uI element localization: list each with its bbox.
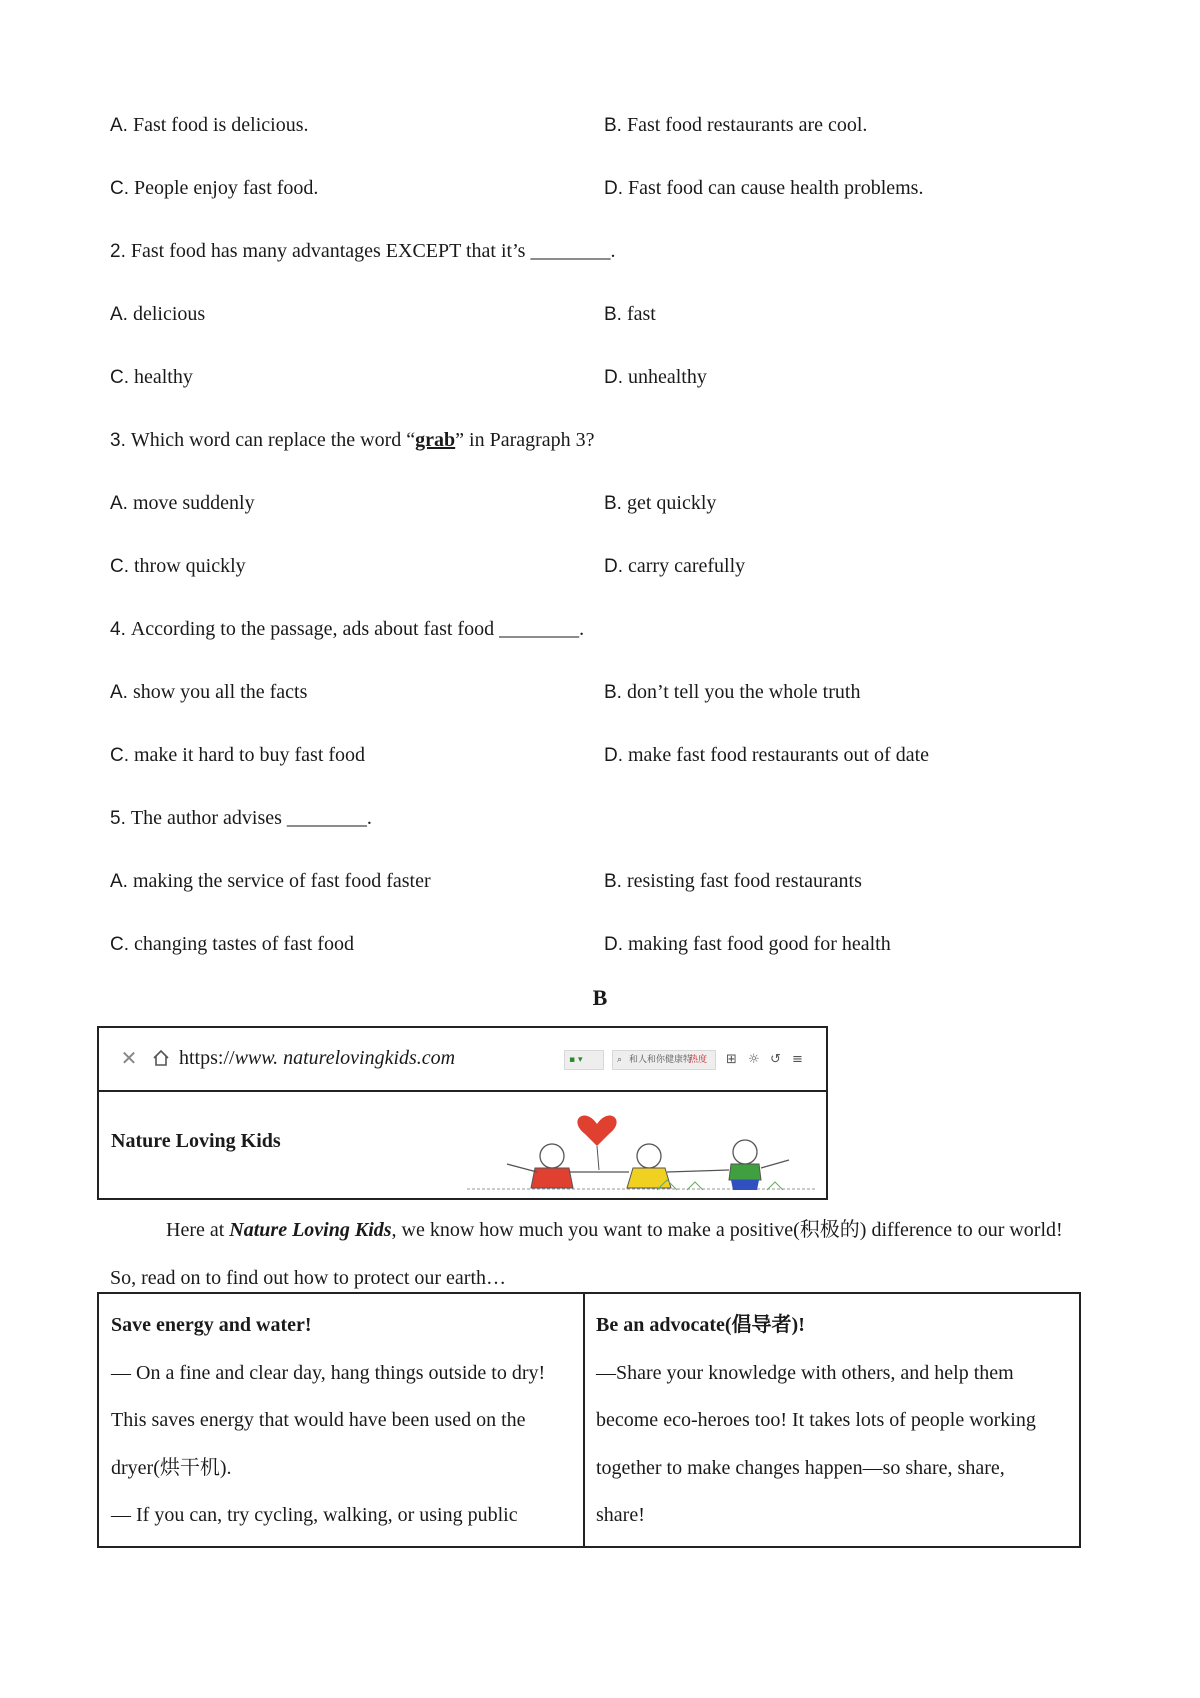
- q3-stem: 3. Which word can replace the word “grab” in Paragraph 3?: [110, 429, 595, 451]
- q3-option-c[interactable]: C. throw quickly: [110, 555, 246, 577]
- undo-icon[interactable]: ↺: [770, 1052, 781, 1067]
- brand-name: Nature Loving Kids: [229, 1219, 392, 1241]
- cell-heading: Be an advocate(倡导者)!: [596, 1314, 805, 1336]
- q3-option-a[interactable]: A. move suddenly: [110, 492, 255, 514]
- highlighted-word: grab: [415, 429, 456, 451]
- q3-option-b[interactable]: B. get quickly: [604, 492, 717, 514]
- q2-options-row-1: [110, 294, 1110, 334]
- q4-option-a[interactable]: A. show you all the facts: [110, 681, 308, 703]
- q4-option-c[interactable]: C. make it hard to buy fast food: [110, 744, 366, 766]
- section-heading: B: [592, 985, 608, 1010]
- q4-options-row-1: [110, 672, 1110, 712]
- q4-stem: 4. According to the passage, ads about fast food ________.: [110, 618, 585, 640]
- settings-icon[interactable]: ☼: [748, 1052, 760, 1067]
- home-icon: [151, 1048, 171, 1068]
- site-title: Nature Loving Kids: [111, 1130, 281, 1152]
- browser-content: [99, 1092, 826, 1200]
- q2-option-a[interactable]: A. delicious: [110, 303, 206, 325]
- url-text: https://www. naturelovingkids.com: [179, 1047, 456, 1069]
- kids-holding-hands-illustration: [467, 1098, 827, 1196]
- tips-cell-advocate: Be an advocate(倡导者)! —Share your knowledge with others, and help them become eco-heroes too! It takes lots of people working together to make changes happen—so share, share, share!: [596, 1302, 1076, 1540]
- tips-cell-save-energy: Save energy and water! — On a fine and clear day, hang things outside to dry! This saves energy that would have been used on the dryer(烘干机). — If you can, try cycling, walking, or using public: [111, 1302, 581, 1540]
- cell-heading: Save energy and water!: [111, 1314, 312, 1336]
- menu-icon[interactable]: ≡: [792, 1052, 803, 1067]
- extension-icon: ▪ ▾: [564, 1050, 604, 1070]
- q2-stem: 2. Fast food has many advantages EXCEPT that it’s ________.: [110, 240, 616, 262]
- q4-option-b[interactable]: B. don’t tell you the whole truth: [604, 681, 861, 703]
- search-icon: ⌕: [617, 1055, 623, 1065]
- q1-options-row-1: [110, 105, 1110, 145]
- q2-option-b[interactable]: B. fast: [604, 303, 656, 325]
- q1-option-a[interactable]: A. Fast food is delicious.: [110, 114, 309, 136]
- q5-stem: 5. The author advises ________.: [110, 807, 372, 829]
- table-divider: [583, 1294, 585, 1546]
- close-icon: ✕: [120, 1046, 138, 1070]
- q5-option-a[interactable]: A. making the service of fast food faster: [110, 870, 431, 892]
- q3-options-row-2: [110, 546, 1110, 586]
- tips-table: [97, 1292, 1081, 1548]
- intro-paragraph-line-2: So, read on to find out how to protect our earth…: [110, 1267, 507, 1289]
- q1-option-b[interactable]: B. Fast food restaurants are cool.: [604, 114, 868, 136]
- q1-options-row-2: [110, 168, 1110, 208]
- toolbar-search-box[interactable]: ⌕ 和人和你健康特 热度: [612, 1050, 716, 1070]
- q5-option-d[interactable]: D. making fast food good for health: [604, 933, 891, 955]
- browser-address-bar: [99, 1028, 826, 1092]
- q5-options-row-1: [110, 861, 1110, 901]
- intro-paragraph-line-1: Here at Nature Loving Kids, we know how much you want to make a positive(积极的) difference to our world!: [166, 1219, 1063, 1241]
- hot-badge: 热度: [689, 1055, 708, 1065]
- q1-option-c[interactable]: C. People enjoy fast food.: [110, 177, 319, 199]
- q2-options-row-2: [110, 357, 1110, 397]
- q1-option-d[interactable]: D. Fast food can cause health problems.: [604, 177, 924, 199]
- q4-option-d[interactable]: D. make fast food restaurants out of date: [604, 744, 930, 766]
- q5-option-b[interactable]: B. resisting fast food restaurants: [604, 870, 862, 892]
- q5-option-c[interactable]: C. changing tastes of fast food: [110, 933, 354, 955]
- grid-icon[interactable]: ⊞: [726, 1052, 737, 1067]
- q2-option-c[interactable]: C. healthy: [110, 366, 193, 388]
- q3-option-d[interactable]: D. carry carefully: [604, 555, 746, 577]
- browser-mockup: [97, 1026, 828, 1200]
- browser-toolbar: [564, 1050, 814, 1070]
- q3-options-row-1: [110, 483, 1110, 523]
- q5-options-row-2: [110, 924, 1110, 964]
- q4-options-row-2: [110, 735, 1110, 775]
- q2-option-d[interactable]: D. unhealthy: [604, 366, 707, 388]
